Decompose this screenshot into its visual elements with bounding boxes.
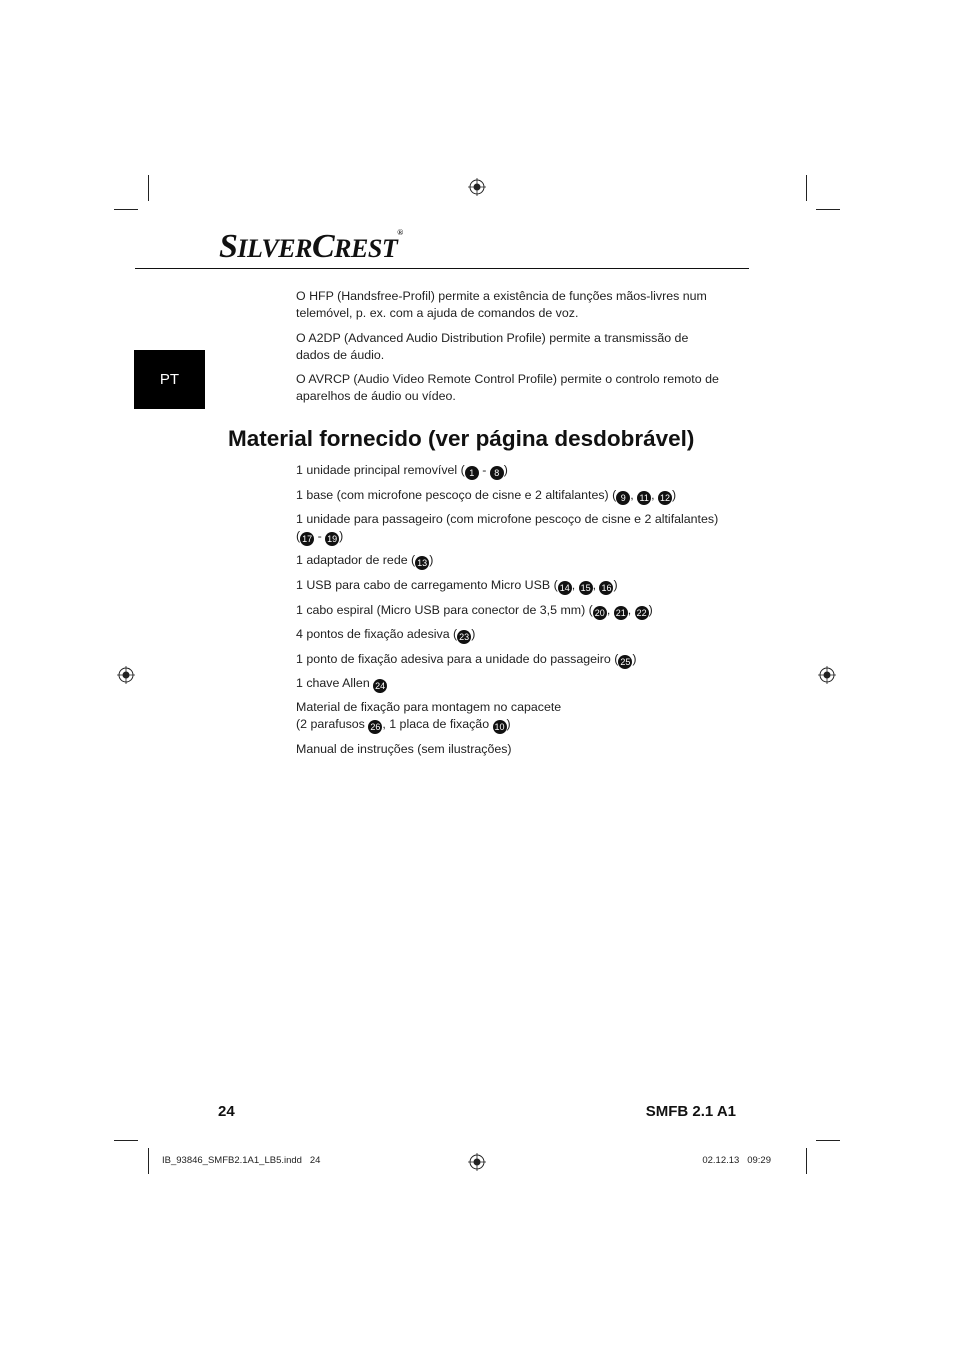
- section-title: Material fornecido (ver página desdobrável): [228, 426, 695, 451]
- list-item: 1 chave Allen 24: [296, 676, 386, 691]
- list-item: Manual de instruções (sem ilustrações): [296, 742, 512, 756]
- crop-mark: [114, 209, 138, 210]
- number-badge: 24: [375, 681, 386, 691]
- slug-file: IB_93846_SMFB2.1A1_LB5.indd 24: [162, 1155, 321, 1166]
- slug-date: 02.12.13 09:29: [702, 1155, 771, 1166]
- crop-mark: [148, 1148, 149, 1174]
- paragraph-a2dp: O A2DP (Advanced Audio Distribution Profile) permite a transmissão de dados de áudio.: [296, 331, 689, 362]
- list-item: 4 pontos de fixação adesiva ( 23 ): [296, 627, 476, 642]
- crop-mark: [114, 1140, 138, 1141]
- brand-logo: SILVERCREST®: [219, 228, 403, 265]
- language-tab: PT: [134, 350, 205, 409]
- list-item: 1 ponto de fixação adesiva para a unidade do passageiro ( 25 ): [296, 652, 637, 667]
- number-badge: 25: [620, 657, 631, 667]
- header-rule: [135, 268, 749, 269]
- number-badge: 14: [559, 583, 570, 593]
- paragraph-hfp: O HFP (Handsfree-Profil) permite a existência de funções mãos-livres num telemóvel, p. ex. com a ajuda de comandos de voz.: [296, 289, 707, 320]
- list-item: 1 USB para cabo de carregamento Micro USB ( 14 , 15 , 16 ): [296, 578, 618, 593]
- number-badge: 12: [660, 493, 671, 503]
- page-number: 24: [218, 1103, 235, 1120]
- list-item: 1 base (com microfone pescoço de cisne e 2 altifalantes) ( 9 , 11 , 12 ): [296, 488, 677, 503]
- number-badge: 9: [616, 491, 630, 505]
- number-badge: 19: [327, 534, 338, 544]
- number-badge: 22: [636, 608, 647, 618]
- list-item: 1 adaptador de rede ( 13 ): [296, 553, 434, 568]
- number-badge: 17: [302, 534, 313, 544]
- model-name: SMFB 2.1 A1: [645, 1103, 736, 1120]
- number-badge: 15: [580, 583, 591, 593]
- list-item: 1 cabo espiral (Micro USB para conector de 3,5 mm) ( 20 , 21 , 22 ): [296, 603, 653, 618]
- registration-mark-icon: [117, 666, 135, 684]
- crop-mark: [816, 209, 840, 210]
- number-badge: 10: [494, 722, 505, 732]
- number-badge: 8: [490, 466, 504, 480]
- number-badge: 26: [370, 722, 381, 732]
- crop-mark: [148, 175, 149, 201]
- number-badge: 11: [637, 491, 651, 505]
- list-item: Material de fixação para montagem no capacete (2 parafusos 26 , 1 placa de fixação 10 ): [296, 700, 562, 732]
- crop-mark: [806, 175, 807, 201]
- registration-mark-icon: [818, 666, 836, 684]
- list-item: 1 unidade para passageiro (com microfone pescoço de cisne e 2 altifalantes) ( 17 - 19 ): [296, 512, 719, 544]
- number-badge: 23: [459, 632, 470, 642]
- number-badge: 21: [615, 608, 626, 618]
- number-badge: 20: [594, 608, 605, 618]
- number-badge: 13: [417, 558, 428, 568]
- list-item: 1 unidade principal removível ( 1 - 8 ): [296, 463, 508, 478]
- crop-mark: [806, 1148, 807, 1174]
- paragraph-avrcp: O AVRCP (Audio Video Remote Control Profile) permite o controlo remoto de aparelhos de áudio ou vídeo.: [296, 372, 719, 403]
- number-badge: 1: [465, 466, 479, 480]
- registration-mark-icon: [468, 1153, 486, 1171]
- number-badge: 16: [601, 583, 612, 593]
- registration-mark-icon: [468, 178, 486, 196]
- crop-mark: [816, 1140, 840, 1141]
